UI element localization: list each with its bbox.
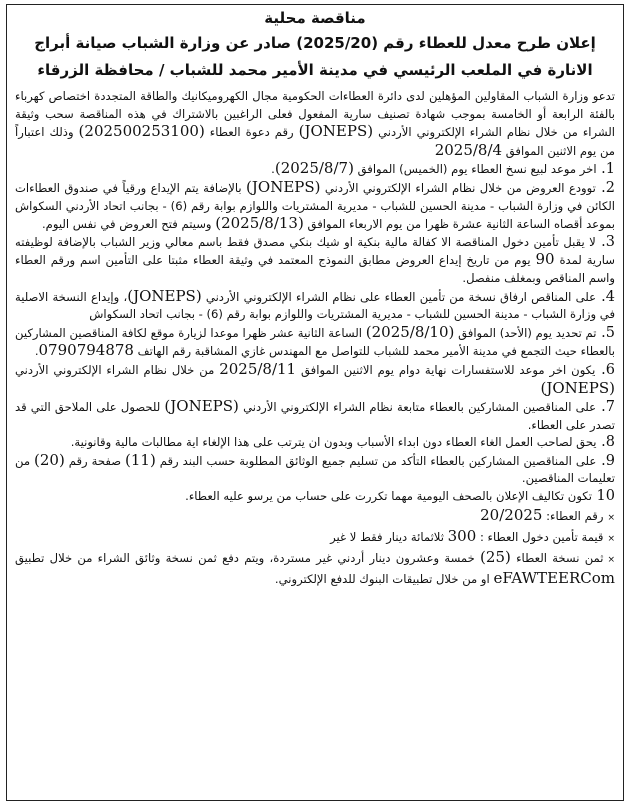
condition-item	[15, 179, 615, 234]
tender-announcement	[6, 4, 624, 801]
highlight-value: 20/2025	[480, 505, 543, 524]
text-segment: او من خلال تطبيقات البنوك للدفع الإلكتروني.	[274, 571, 494, 586]
condition-number: 6.	[595, 361, 615, 378]
text-segment: اخر موعد لبيع نسخ العطاء يوم (الخميس) الموافق	[353, 162, 597, 177]
highlight-value: (20)	[34, 450, 65, 469]
condition-number: 10	[591, 488, 615, 505]
highlight-value: (11)	[125, 450, 156, 469]
text-segment: على المناقصين المشاركين بالعطاء التأكد من تسليم جميع الوثائق المطلوبة حسب البند رقم	[155, 453, 597, 468]
announcement-headline: إعلان طرح معدل للعطاء رقم (2025/20) صادر عن وزارة الشباب صيانة أبراج الانارة في الملعب الرئيسي في مدينة الأمير محمد للشباب / محافظة الزرقاء	[34, 34, 596, 79]
condition-item	[15, 452, 615, 488]
text-segment: .	[271, 162, 275, 177]
condition-number: 4.	[596, 288, 615, 305]
text-segment: للحصول على الملاحق التي قد تصدر على العطاء.	[15, 400, 615, 432]
text-segment: بالإضافة يتم الإيداع ورقياً في صندوق العطاءات الكائن في وزارة الشباب - مدينة الحسين للشباب - مديرية المشتريات واللوازم بوابة رقم (6) - بجانب اتحاد الأردني السكواش بموعد أقصاه الساعة الثانية عشرة ظهرا من يوم الاربعاء الموافق	[15, 180, 615, 232]
text-segment: لا يقبل تأمين دخول المناقصة الا كفالة مالية بنكية او شيك بنكي مصدق فقط باسم معالي وزير الشباب بالإضافة لوظيفته سارية لمدة	[15, 234, 615, 268]
condition-item	[15, 488, 615, 506]
intro-text: تدعو وزارة الشباب المقاولين المؤهلين لدى دائرة العطاءات الحكومية مجال الكهروميكانيك والطاقة المتجددة اختصاص كهرباء بالفئة الرابعة أو الخامسة بموجب شهادة تصنيف سارية المفعول فعلى الراغبين بالاشتراك في هذه المناقصة سحب وثيقة الشراء من خلال نظام الشراء الإلكتروني الأردني	[15, 89, 616, 140]
summary-item	[15, 506, 615, 527]
bullet-mark-icon: ×	[607, 533, 615, 544]
summary-item	[15, 548, 615, 588]
highlight-value: (2025/8/7)	[274, 159, 354, 178]
intro-joneps: (JONEPS)	[298, 122, 374, 141]
text-segment: .	[34, 344, 39, 359]
tender-summary-list	[15, 506, 615, 588]
highlight-value: (25)	[480, 547, 511, 566]
text-segment: ثمن نسخة العطاء	[510, 550, 604, 565]
condition-item	[15, 324, 615, 361]
intro-date: 2025/8/4	[434, 140, 503, 159]
condition-number: 1.	[596, 161, 615, 178]
intro-date-label: وذلك اعتباراً من يوم الاثنين الموافق	[15, 125, 615, 158]
highlight-value: 0790794878	[38, 341, 134, 360]
condition-number: 5.	[596, 324, 615, 341]
call-number: (202500253100)	[78, 122, 205, 141]
text-segment: قيمة تأمين دخول العطاء :	[476, 529, 604, 544]
condition-item	[15, 434, 615, 452]
text-segment: على المناقص ارفاق نسخة من تأمين العطاء على نظام الشراء الإلكتروني الأردني	[201, 289, 596, 304]
highlight-value: (JONEPS)	[127, 286, 202, 305]
conditions-list	[15, 160, 615, 505]
condition-number: 8.	[596, 434, 615, 451]
condition-item	[15, 160, 615, 179]
text-segment: صفحة رقم	[64, 453, 126, 468]
text-segment: تم تحديد يوم (الأحد) الموافق	[454, 325, 597, 340]
condition-item	[15, 361, 615, 398]
text-segment: من تعليمات المناقصين.	[15, 453, 615, 486]
condition-item	[15, 288, 615, 324]
highlight-value: 300	[447, 526, 477, 545]
bullet-mark-icon: ×	[607, 554, 616, 565]
text-segment: من خلال نظام الشراء الإلكتروني الأردني	[15, 362, 220, 377]
highlight-value: (JONEPS)	[246, 177, 321, 196]
summary-item	[15, 527, 615, 548]
text-segment: يكون اخر موعد للاستفسارات نهاية دوام يوم الاثنين الموافق	[296, 362, 596, 377]
kicker-title: مناقصة محلية	[264, 9, 366, 27]
condition-number: 7.	[596, 399, 615, 416]
text-segment: يوم من تاريخ إيداع العروض مطابق النموذج المعتمد في وثيقة العطاء مثبتا على التأمين اسم ورقم العطاء واسم المناقص وبمغلف منفصل.	[15, 253, 615, 285]
highlight-value: eFAWTEERCom	[493, 568, 615, 587]
text-segment: رقم العطاء:	[542, 508, 604, 523]
highlight-value: (JONEPS)	[540, 378, 615, 397]
text-segment: على المناقصين المشاركين بالعطاء متابعة نظام الشراء الإلكتروني الأردني	[238, 400, 597, 415]
text-segment: توودع العروض من خلال نظام الشراء الإلكتروني الأردني	[320, 180, 596, 195]
text-segment: تكون تكاليف الإعلان بالصحف اليومية مهما تكررت على حساب من يرسو عليه العطاء.	[185, 489, 592, 504]
highlight-value: 90	[535, 250, 555, 269]
condition-number: 3.	[595, 233, 616, 250]
highlight-value: (2025/8/10)	[365, 322, 455, 341]
text-segment: ، وإيداع النسخة الاصلية في وزارة الشباب - مدينة الحسين للشباب - مديرية المشتريات واللوازم بوابة رقم (6) - بجانب اتحاد السكواش	[15, 289, 615, 322]
text-segment: خمسة وعشرون دينار أردني غير مستردة، ويتم دفع ثمن نسخة وثائق الشراء من خلال تطبيق	[15, 550, 481, 565]
condition-item	[15, 234, 615, 288]
highlight-value: 2025/8/11	[219, 359, 297, 378]
condition-item	[15, 398, 615, 434]
text-segment: الساعة الثانية عشر ظهرا موعدا لزيارة موقع لكافة المناقصين المشاركين بالعطاء حيث التجمع في مدينة الأمير محمد للشباب للتواصل مع المهندس غازي المشاقبة رقم الهاتف	[15, 325, 615, 359]
text-segment: ثلاثمائة دينار فقط لا غير	[330, 529, 448, 544]
condition-number: 9.	[596, 452, 615, 469]
intro-call-label: رقم دعوة العطاء	[209, 125, 294, 140]
text-segment: يحق لصاحب العمل الغاء العطاء دون ابداء الأسباب وبدون ان يترتب على هذا الإلغاء اية مطالبات مالية وقانونية.	[70, 435, 597, 450]
highlight-value: (2025/8/13)	[215, 214, 304, 233]
text-segment: وسيتم فتح العروض في نفس اليوم.	[41, 217, 216, 232]
highlight-value: (JONEPS)	[164, 397, 239, 416]
condition-number: 2.	[595, 179, 615, 196]
intro-paragraph	[15, 88, 615, 160]
bullet-mark-icon: ×	[607, 512, 615, 523]
